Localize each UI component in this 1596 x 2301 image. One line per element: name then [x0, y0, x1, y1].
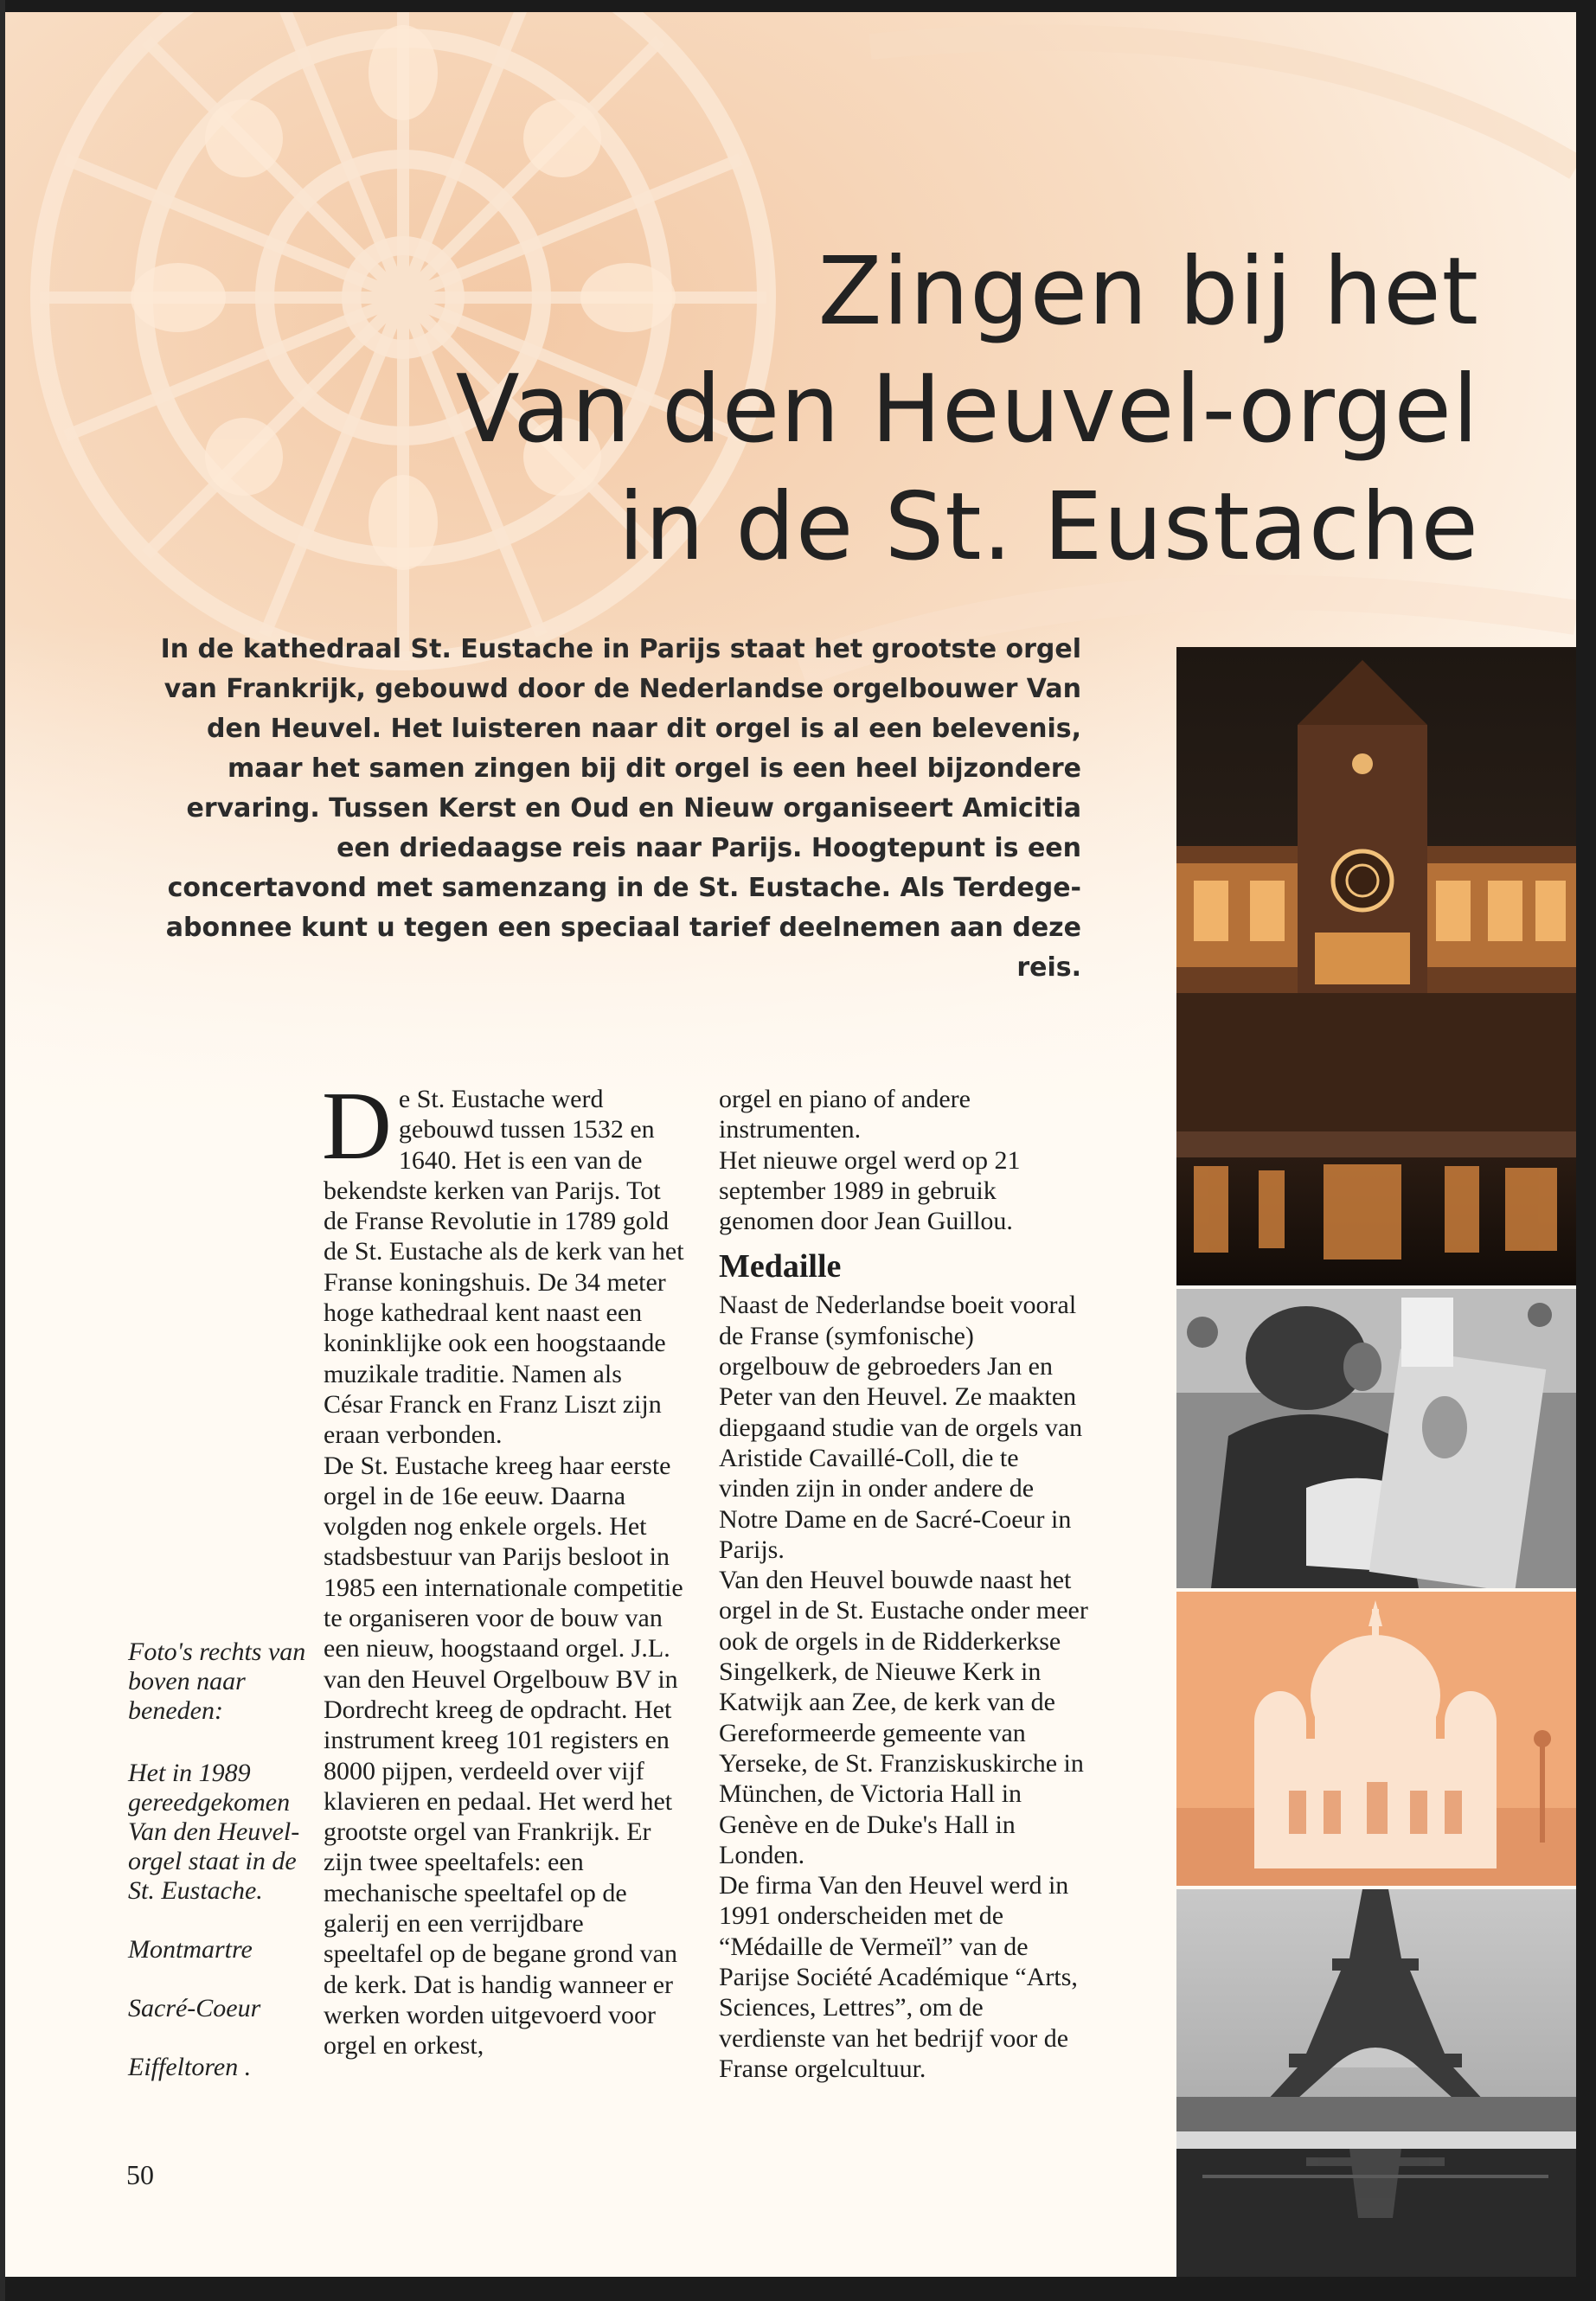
- body-paragraph: orgel en piano of andere instrumenten.: [719, 1085, 971, 1144]
- photo-sacre-coeur: [1176, 1592, 1576, 1886]
- body-paragraph: De St. Eustache kreeg haar eerste orgel in de 16e eeuw. Daarna volgden nog enkele orgels. Het stadsbestuur van Parijs besloot in 1985 een internationale competitie te organiseren voor de bouw van een nieuw, hoogstaand orgel. J.L. van den Heuvel Orgelbouw BV in Dordrecht kreeg de opdracht. Het instrument kreeg 101 registers en 8000 pijpen, verdeeld over vijf klavieren en pedaal. Het werd het grootste orgel van Frankrijk. Er zijn twee speeltafels: een mechanische speeltafel op de galerij en een verrijdbare speeltafel op de begane grond van de kerk. Dat is handig wanneer er werken worden uitgevoerd voor orgel en orkest,: [324, 1451, 683, 2061]
- body-paragraph: Van den Heuvel bouwde naast het orgel in de St. Eustache onder meer ook de orgels in de Ridderkerkse Singelkerk, de Nieuwe Kerk in Katwijk aan Zee, de kerk van de Gereformeerde gemeente van Yerseke, de St. Franziskuskirche in München, de Victoria Hall in Genève en de Duke's Hall in Londen.: [719, 1566, 1088, 1869]
- photo-st-eustache-night: [1176, 647, 1576, 1285]
- scan-border-left: [0, 0, 5, 2301]
- scan-border-top: [0, 0, 1596, 12]
- body-column-1: [322, 1073, 685, 2061]
- photo-captions: [128, 1638, 310, 2112]
- photo-eiffel-tower: [1176, 1889, 1576, 2277]
- scan-border-bottom: [0, 2277, 1596, 2301]
- body-paragraph: Naast de Nederlandse boeit vooral de Franse (symfonische) orgelbouw de gebroeders Jan en Peter van den Heuvel. Ze maakten diepgaand studie van de orgels van Aristide Cavaillé-Coll, die te vinden zijn in onder andere de Notre Dame en de Sacré-Coeur in Parijs.: [719, 1291, 1083, 1564]
- body-paragraph: De firma Van den Heuvel werd in 1991 onderscheiden met de “Médaille de Vermeïl” van de Parijse Société Académique “Arts, Sciences, Lettres”, om de verdienste van het bedrijf voor de Franse orgelcultuur.: [719, 1871, 1078, 2083]
- intro-paragraph: In de kathedraal St. Eustache in Parijs staat het grootste orgel van Frankrijk, gebouwd door de Nederlandse orgelbouwer Van den Heuvel. Het luisteren naar dit orgel is al een belevenis, maar het samen zingen bij dit orgel is een heel bijzondere ervaring. Tussen Kerst en Oud en Nieuw organiseert Amicitia een driedaagse reis naar Parijs. Hoogtepunt is een concertavond met samenzang in de St. Eustache. Als Terdege-abonnee kunt u tegen een speciaal tarief deelnemen aan deze reis.: [160, 634, 1081, 983]
- body-paragraph: Het nieuwe orgel werd op 21 september 1989 in gebruik genomen door Jean Guillou.: [719, 1145, 1021, 1236]
- caption-header: Foto's rechts van boven naar beneden:: [128, 1638, 306, 1725]
- photo-montmartre: [1176, 1289, 1576, 1588]
- page-title: [260, 234, 1479, 586]
- caption-item: Het in 1989 gereedgekomen Van den Heuvel-orgel staat in de St. Eustache.: [128, 1759, 300, 1905]
- body-paragraph: [322, 1073, 685, 1451]
- title-line-3: in de St. Eustache: [618, 473, 1479, 581]
- section-heading: Medaille: [719, 1248, 842, 1285]
- caption-item: Sacré-Coeur: [128, 1994, 261, 2022]
- title-line-1: Zingen bij het: [817, 238, 1479, 346]
- caption-item: Eiffeltoren .: [128, 2053, 252, 2081]
- title-line-2: Van den Heuvel-orgel: [455, 356, 1479, 464]
- scan-border-right: [1576, 0, 1596, 2301]
- caption-item: Montmartre: [128, 1935, 253, 1964]
- body-text: e St. Eustache werd gebouwd tussen 1532 en 1640. Het is een van de bekendste kerken van Parijs. Tot de Franse Revolutie in 1789 gold de St. Eustache als de kerk van het Franse koningshuis. De 34 meter hoge kathedraal kent naast een koninklijke ook een hoogstaande muzikale traditie. Namen als César Franck en Franz Liszt zijn eraan verbonden.: [324, 1085, 684, 1450]
- drop-cap: D: [322, 1073, 392, 1180]
- page-number: 50: [126, 2159, 154, 2190]
- body-column-2: [719, 1084, 1091, 2084]
